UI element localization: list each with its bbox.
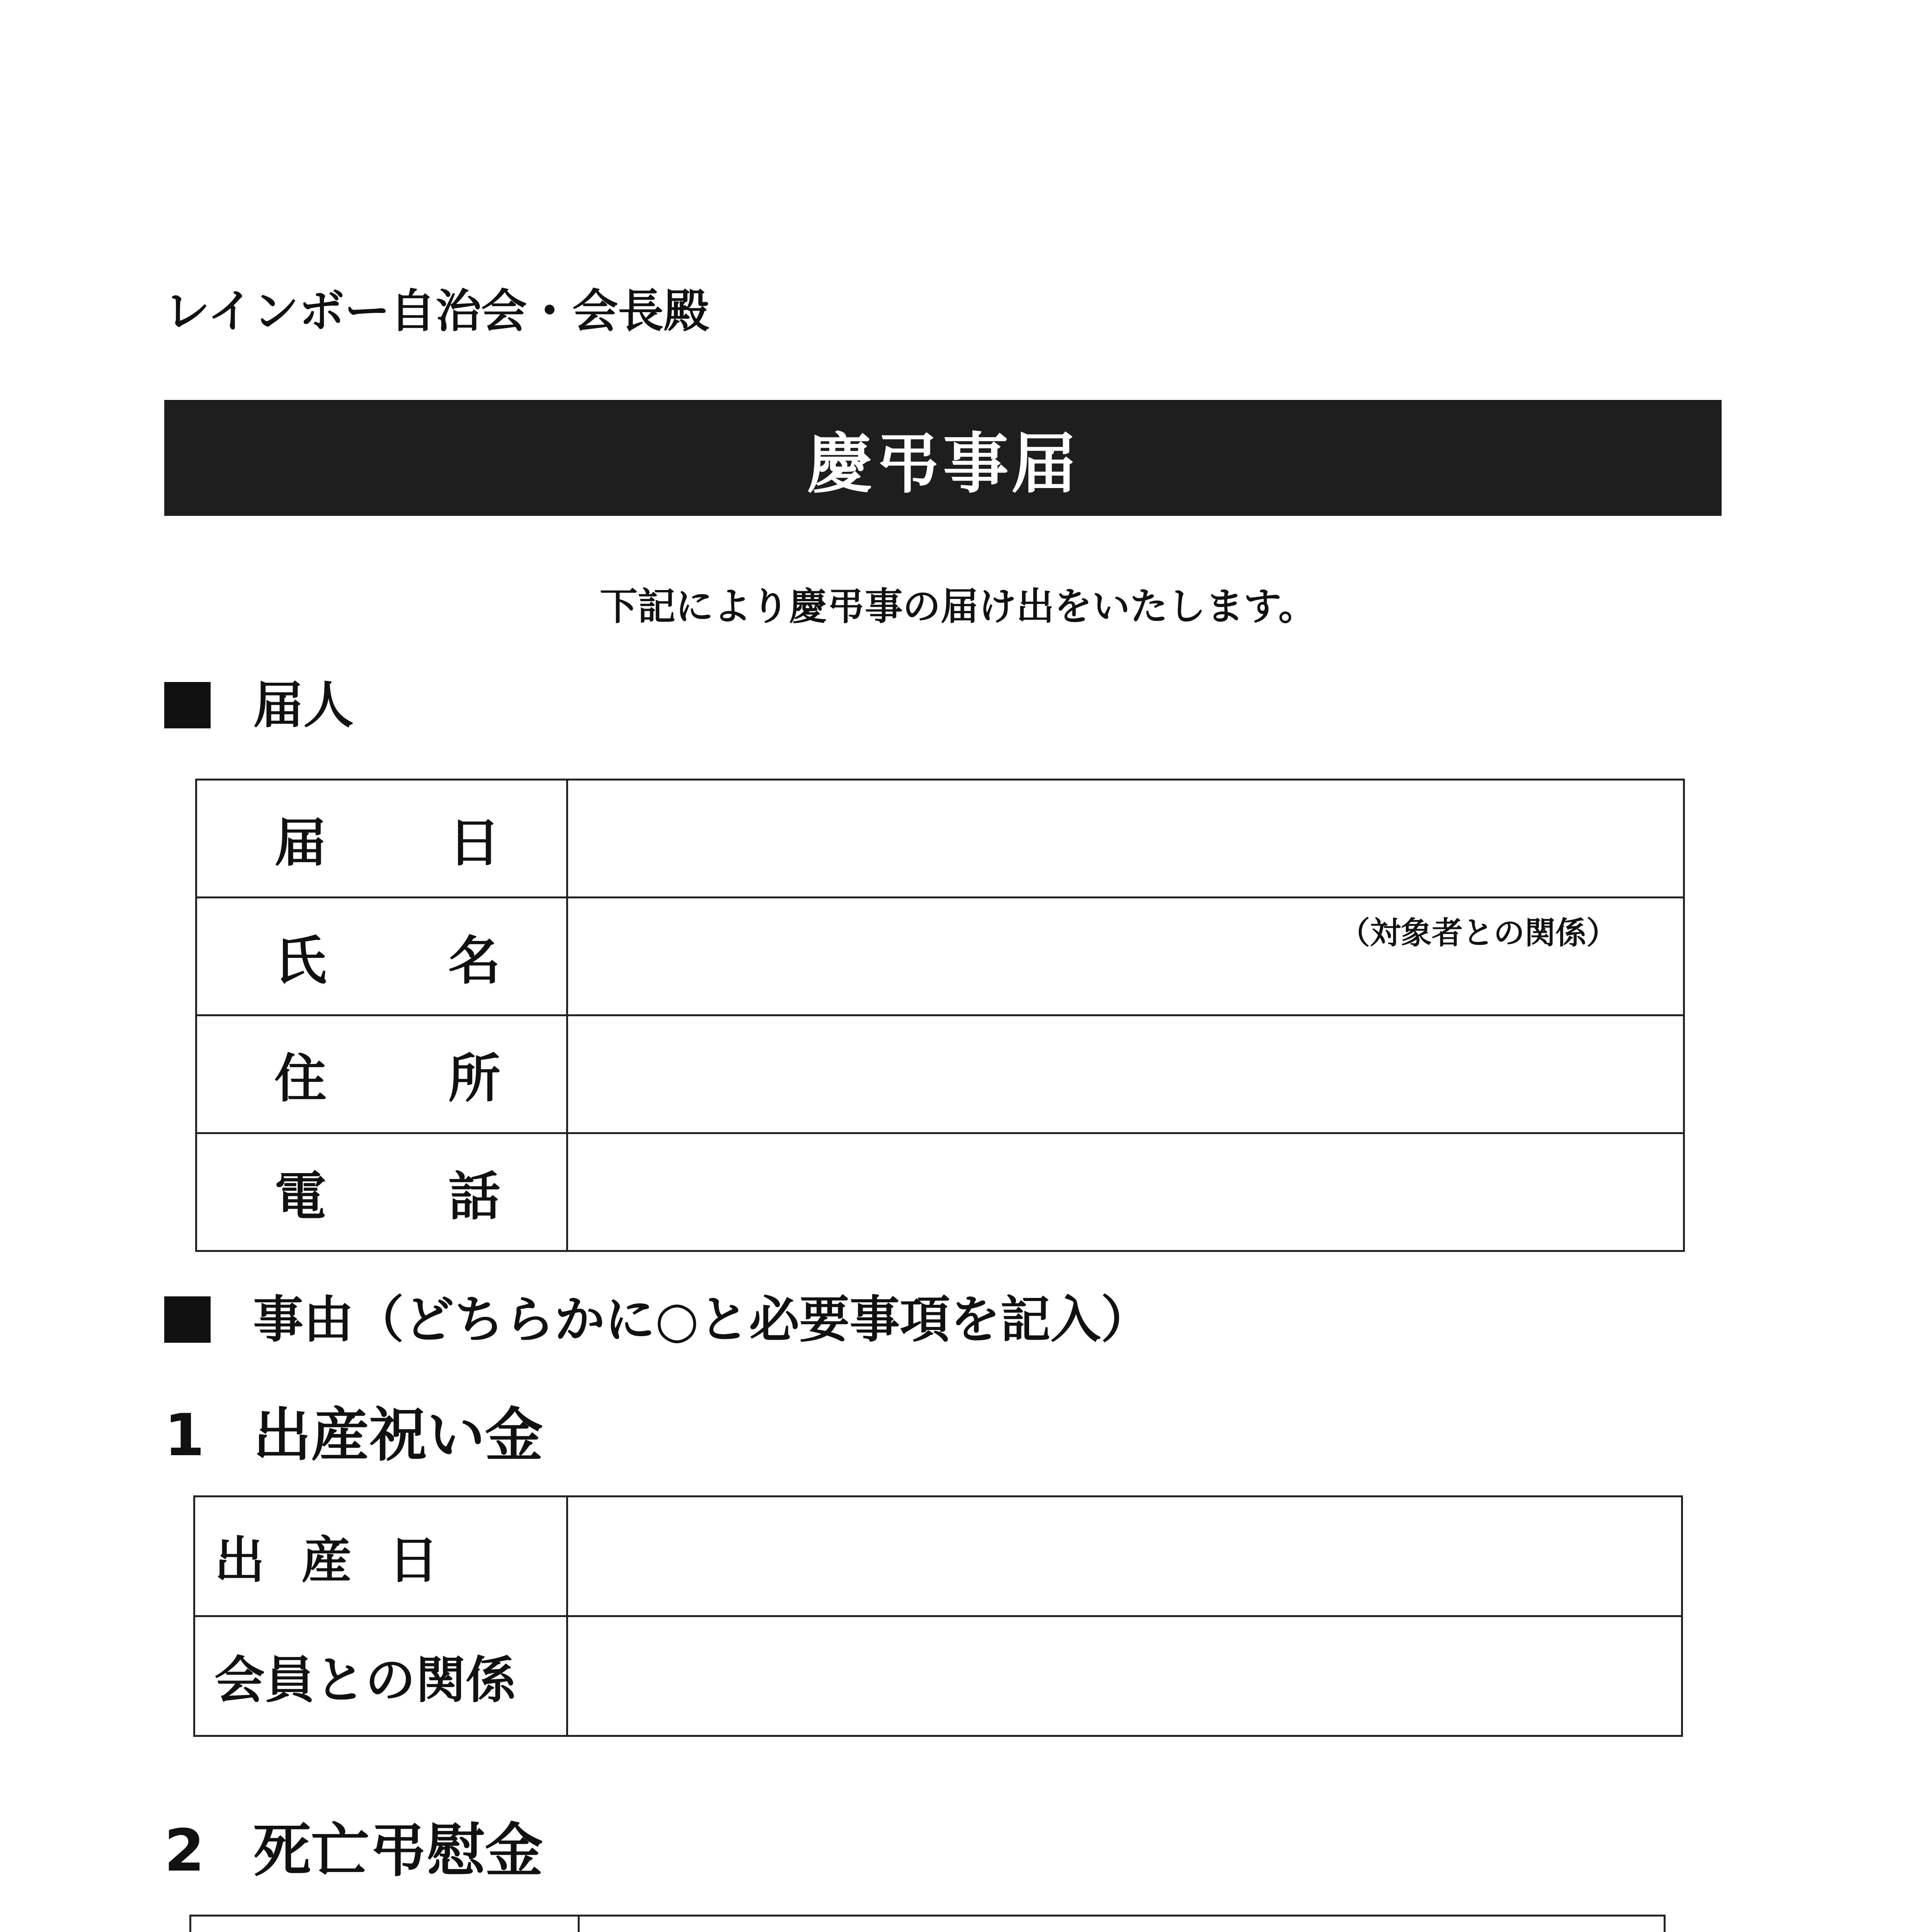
title-bar [164, 400, 1722, 516]
addressee: レインボー自治会・会長殿 [164, 284, 710, 338]
label-cell [194, 1616, 567, 1736]
label-char: 日 [448, 813, 500, 873]
square-bullet-icon [164, 682, 211, 728]
square-bullet-icon [164, 1296, 211, 1343]
relation-note: （対象者との関係） [1339, 915, 1617, 951]
death-table [189, 1915, 1666, 1932]
phone-field[interactable] [567, 1133, 1684, 1251]
label-cell [191, 1916, 579, 1932]
death-date-field[interactable] [579, 1916, 1665, 1932]
death-heading [164, 1816, 543, 1886]
applicant-table [195, 779, 1685, 1252]
table-row [194, 1497, 1682, 1616]
reason-heading [164, 1289, 1151, 1350]
birth-date-label: 出産日 [214, 1531, 476, 1590]
reason-heading-text: 事由（どちらかに○と必要事項を記入） [253, 1290, 1151, 1349]
table-row [196, 1015, 1684, 1133]
table-row [196, 780, 1684, 898]
label-char: 話 [448, 1166, 500, 1227]
applicant-heading-text: 届人 [253, 676, 354, 735]
label-char: 名 [448, 930, 500, 991]
label-char: 所 [448, 1048, 500, 1109]
table-row [194, 1616, 1682, 1736]
death-number: 2 [164, 1817, 205, 1884]
birth-heading [164, 1401, 543, 1470]
death-heading-text: 死亡弔慰金 [253, 1817, 543, 1884]
label-cell [196, 780, 567, 898]
label-cell [196, 1015, 567, 1133]
label-cell [194, 1497, 567, 1616]
label-char: 届 [274, 813, 327, 873]
form-title: 慶弔事届 [807, 425, 1079, 502]
birth-table [193, 1495, 1683, 1737]
label-cell [196, 1133, 567, 1251]
birth-relation-label: 会員との関係 [214, 1651, 516, 1709]
table-row [196, 898, 1684, 1015]
address-field[interactable] [567, 1015, 1684, 1133]
applicant-heading [164, 674, 354, 736]
label-char: 氏 [274, 930, 327, 991]
label-char: 住 [274, 1048, 327, 1109]
table-row [191, 1916, 1665, 1932]
table-row [196, 1133, 1684, 1251]
label-char: 電 [274, 1166, 327, 1227]
birth-heading-text: 出産祝い金 [253, 1402, 543, 1469]
birth-date-field[interactable] [567, 1497, 1682, 1616]
birth-number: 1 [164, 1402, 205, 1469]
label-cell [196, 898, 567, 1015]
submission-date-field[interactable] [567, 780, 1684, 898]
name-field[interactable] [567, 898, 1684, 1015]
intro-text: 下記により慶弔事の届け出をいたします。 [599, 585, 1317, 629]
birth-relation-field[interactable] [567, 1616, 1682, 1736]
